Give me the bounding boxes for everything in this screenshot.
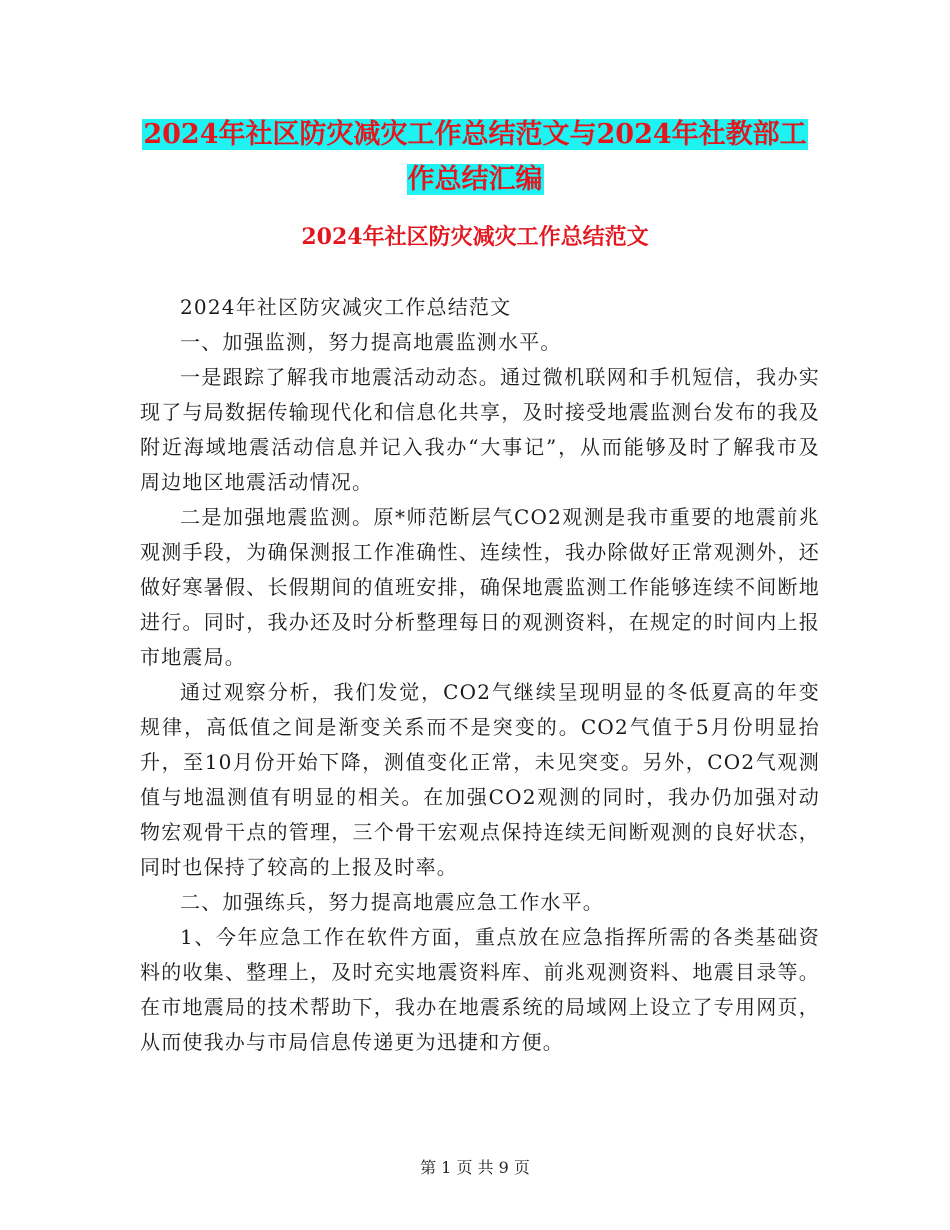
document-body [140, 290, 820, 1060]
page-number-label: 第 1 页 共 9 页 [420, 1158, 530, 1177]
paragraph: 一、加强监测，努力提高地震监测水平。 [180, 330, 562, 354]
paragraph: 2024年社区防灾减灾工作总结范文 [180, 295, 512, 319]
paragraph: 二、加强练兵，努力提高地震应急工作水平。 [180, 890, 604, 914]
page-footer [0, 1155, 950, 1178]
title-line-2: 作总结汇编 [407, 164, 543, 195]
document-title [140, 112, 810, 202]
section-title: 2024年社区防灾减灾工作总结范文 [301, 224, 649, 250]
paragraph: 1、今年应急工作在软件方面，重点放在应急指挥所需的各类基础资料的收集、整理上，及时充实地震资料库、前兆观测资料、地震目录等。在市地震局的技术帮助下，我办在地震系统的局域网上设立了专用网页，从而使我办与市局信息传递更为迅捷和方便。 [140, 925, 820, 1054]
paragraph: 二是加强地震监测。原*师范断层气CO2观测是我市重要的地震前兆观测手段，为确保测报工作准确性、连续性，我办除做好正常观测外，还做好寒暑假、长假期间的值班安排，确保地震监测工作能够连续不间断地进行。同时，我办还及时分析整理每日的观测资料，在规定的时间内上报市地震局。 [140, 505, 820, 669]
paragraph: 通过观察分析，我们发觉，CO2气继续呈现明显的冬低夏高的年变规律，高低值之间是渐变关系而不是突变的。CO2气值于5月份明显抬升，至10月份开始下降，测值变化正常，未见突变。另外，CO2气观测值与地温测值有明显的相关。在加强CO2观测的同时，我办仍加强对动物宏观骨干点的管理，三个骨干宏观点保持连续无间断观测的良好状态，同时也保持了较高的上报及时率。 [140, 680, 820, 879]
paragraph: 一是跟踪了解我市地震活动动态。通过微机联网和手机短信，我办实现了与局数据传输现代化和信息化共享，及时接受地震监测台发布的我及附近海域地震活动信息并记入我办“大事记”，从而能够及时了解我市及周边地区地震活动情况。 [140, 365, 820, 494]
title-line-1: 2024年社区防灾减灾工作总结范文与2024年社教部工 [143, 119, 807, 150]
